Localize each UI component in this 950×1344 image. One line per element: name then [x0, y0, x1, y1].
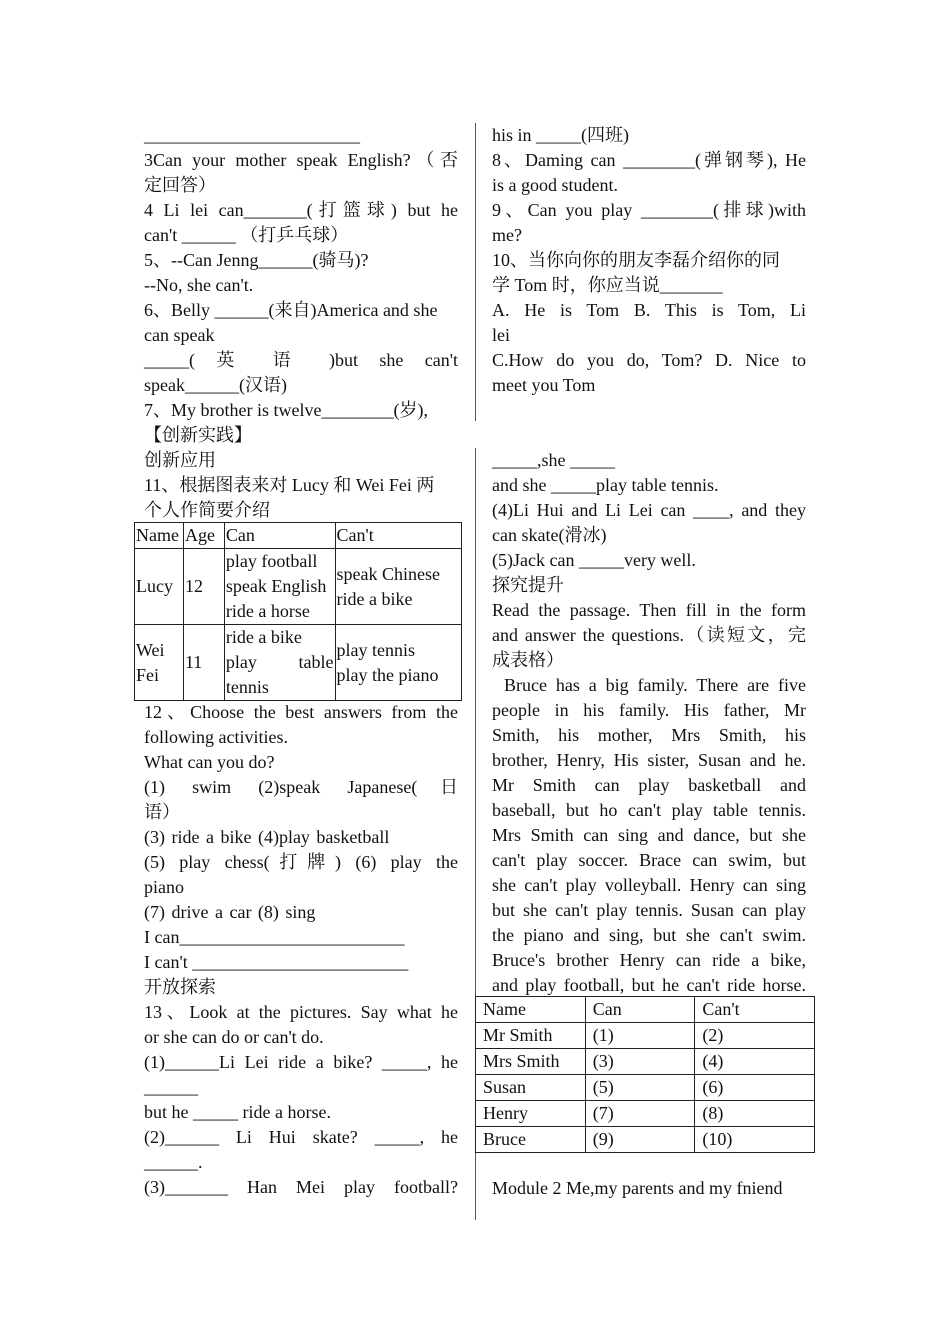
cell-name: Bruce — [476, 1127, 586, 1153]
cant-item: speak Chinese — [336, 563, 440, 584]
question-13-2-cont: ______. — [144, 1152, 203, 1172]
passage-line: Mr Smith can play basketball and — [492, 775, 806, 795]
question-11-cont: 个人作简要介绍 — [144, 500, 270, 520]
cell-name — [135, 625, 184, 701]
answer-blank-line: ________________________ — [144, 125, 360, 145]
table-row — [476, 1127, 815, 1153]
option-d-cont: meet you Tom — [492, 375, 596, 395]
cell-can: (7) — [585, 1101, 695, 1127]
question-13-3: (3)_______ Han Mei play football? — [144, 1177, 458, 1197]
option-3-4: (3) ride a bike (4)play basketball — [144, 827, 390, 847]
question-4: 4 Li lei can_______(打篮球) but he — [144, 200, 458, 220]
question-6-cont2: _____( 英 语 )but she can't — [144, 350, 458, 370]
cell-name: Lucy — [135, 549, 184, 625]
header-name: Name — [476, 997, 586, 1023]
can-item: speak English — [225, 576, 327, 596]
question-7-cont: his in _____(四班) — [492, 125, 629, 145]
cell-can: (9) — [585, 1127, 695, 1153]
header-cant: Can't — [695, 997, 815, 1023]
cell-name: Henry — [476, 1101, 586, 1127]
passage-line: the piano and sing, but she can't swim. — [492, 925, 806, 945]
name-part: Fei — [136, 664, 160, 685]
passage-line: and play football, but he can't ride horse. — [492, 975, 806, 995]
right-column-bottom — [492, 448, 806, 998]
passage-line: brother, Henry, His sister, Susan and he. — [492, 750, 806, 770]
cant-item: play tennis — [336, 639, 415, 660]
table-header-row — [476, 997, 815, 1023]
header-cant: Can't — [335, 523, 462, 549]
reading-instruction: Read the passage. Then fill in the form — [492, 600, 806, 620]
can-item: play football — [225, 551, 318, 571]
question-4-cont: can't ______ （打乒乓球） — [144, 225, 349, 245]
subsection-explore-improve: 探究提升 — [492, 575, 564, 595]
table-row — [135, 625, 462, 701]
cell-can: (5) — [585, 1075, 695, 1101]
passage-line: Bruce has a big family. There are five — [504, 675, 806, 695]
cell-cant: (10) — [695, 1127, 815, 1153]
table-row — [476, 1049, 815, 1075]
header-can: Can — [224, 523, 335, 549]
question-7: 7、My brother is twelve________(岁), — [144, 400, 428, 420]
reading-instruction-cont2: 成表格） — [492, 650, 564, 670]
question-13: 13、Look at the pictures. Say what he — [144, 1002, 458, 1022]
right-column-top — [492, 123, 806, 398]
question-5-answer: --No, she can't. — [144, 275, 254, 295]
lucy-weifei-table — [134, 522, 462, 701]
cell-cant: (2) — [695, 1023, 815, 1049]
question-12-cont: following activities. — [144, 727, 288, 747]
question-6-cont3: speak______(汉语) — [144, 375, 287, 395]
passage-line: can't play soccer. Brace can swim, but — [492, 850, 806, 870]
passage-line: Smith, his mother, Mrs Smith, his — [492, 725, 806, 745]
question-9-cont: me? — [492, 225, 522, 245]
table-row — [476, 1101, 815, 1127]
cell-name: Mrs Smith — [476, 1049, 586, 1075]
question-13-1-cont: ______ — [144, 1077, 198, 1097]
question-10: 10、当你向你的朋友李磊介绍你的同 — [492, 250, 780, 270]
question-13-3-cont2: and she _____play table tennis. — [492, 475, 719, 495]
left-column — [144, 123, 458, 523]
passage-line: but she can't play tennis. Susan can play — [492, 900, 806, 920]
cell-can — [224, 549, 335, 625]
cell-name: Mr Smith — [476, 1023, 586, 1049]
cell-can: (1) — [585, 1023, 695, 1049]
cant-item: ride a bike — [336, 588, 413, 609]
subsection-application: 创新应用 — [144, 450, 216, 470]
cell-name: Susan — [476, 1075, 586, 1101]
cell-cant: (4) — [695, 1049, 815, 1075]
question-13-cont: or she can do or can't do. — [144, 1027, 324, 1047]
cell-cant — [335, 625, 462, 701]
subsection-open-explore: 开放探索 — [144, 977, 216, 997]
can-item: tennis — [225, 677, 269, 697]
option-1-2: (1) swim (2)speak Japanese(日 — [144, 777, 458, 797]
section-heading-innovation: 【创新实践】 — [144, 425, 252, 445]
reading-instruction-cont: and answer the questions.（读短文，完 — [492, 625, 806, 645]
can-item: play table — [225, 652, 334, 672]
question-6-cont: can speak — [144, 325, 215, 345]
question-13-1: (1)______Li Lei ride a bike? _____, he — [144, 1052, 458, 1072]
passage-line: she can't play volleyball. Henry can sing — [492, 875, 806, 895]
question-13-1-cont2: but he _____ ride a horse. — [144, 1102, 331, 1122]
question-13-4-cont: can skate(滑冰) — [492, 525, 607, 545]
option-6-cont: piano — [144, 877, 184, 897]
question-6: 6、Belly ______(来自)America and she — [144, 300, 438, 320]
table-row — [476, 1075, 815, 1101]
cell-cant: (6) — [695, 1075, 815, 1101]
family-abilities-table — [475, 996, 815, 1153]
passage-line: Mrs Smith can sing and dance, but she — [492, 825, 806, 845]
cell-age: 12 — [183, 549, 224, 625]
question-5: 5、--Can Jenng______(骑马)? — [144, 250, 369, 270]
header-age: Age — [183, 523, 224, 549]
i-can-blank: I can_________________________ — [144, 927, 405, 947]
column-divider-top — [475, 123, 476, 421]
question-8-cont: is a good student. — [492, 175, 618, 195]
passage-line: Bruce's brother Henry can ride a bike, — [492, 950, 806, 970]
option-b-cont: lei — [492, 325, 510, 345]
question-11: 11、根据图表来对 Lucy 和 Wei Fei 两 — [144, 475, 435, 495]
passage-line: people in his family. His father, Mr — [492, 700, 806, 720]
cell-can: (3) — [585, 1049, 695, 1075]
question-13-3-cont: _____,she _____ — [492, 450, 615, 470]
question-3: 3Can your mother speak English?（否 — [144, 150, 458, 170]
option-a-b: A. He is Tom B. This is Tom, Li — [492, 300, 806, 320]
passage-line: baseball, but ho can't play table tennis. — [492, 800, 806, 820]
question-12-prompt: What can you do? — [144, 752, 275, 772]
question-3-note: 定回答） — [144, 175, 216, 195]
can-item: ride a bike — [225, 627, 302, 647]
i-cant-blank: I can't ________________________ — [144, 952, 409, 972]
question-8: 8、Daming can ________(弹钢琴), He — [492, 150, 806, 170]
table-header-row — [135, 523, 462, 549]
option-7-8: (7) drive a car (8) sing — [144, 902, 316, 922]
can-item: ride a horse — [225, 601, 310, 621]
cell-age: 11 — [183, 625, 224, 701]
cell-cant: (8) — [695, 1101, 815, 1127]
cell-cant — [335, 549, 462, 625]
question-13-4: (4)Li Hui and Li Lei can ____, and they — [492, 500, 806, 520]
table-row — [135, 549, 462, 625]
option-c-d: C.How do you do, Tom? D. Nice to — [492, 350, 806, 370]
table-row — [476, 1023, 815, 1049]
header-name: Name — [135, 523, 184, 549]
option-2-cont: 语） — [144, 802, 180, 822]
question-9: 9、Can you play ________(排球)with — [492, 200, 806, 220]
name-part: Wei — [136, 639, 165, 660]
question-13-5: (5)Jack can _____very well. — [492, 550, 696, 570]
module-footer: Module 2 Me,my parents and my fniend — [492, 1178, 783, 1198]
option-5-6: (5) play chess(打牌) (6) play the — [144, 852, 458, 872]
question-13-2: (2)______ Li Hui skate? _____, he — [144, 1127, 458, 1147]
question-10-cont: 学 Tom 时，你应当说_______ — [492, 275, 723, 295]
cant-item: play the piano — [336, 664, 439, 685]
left-column-lower — [144, 700, 458, 1200]
header-can: Can — [585, 997, 695, 1023]
cell-can — [224, 625, 335, 701]
question-12: 12、Choose the best answers from the — [144, 702, 458, 722]
